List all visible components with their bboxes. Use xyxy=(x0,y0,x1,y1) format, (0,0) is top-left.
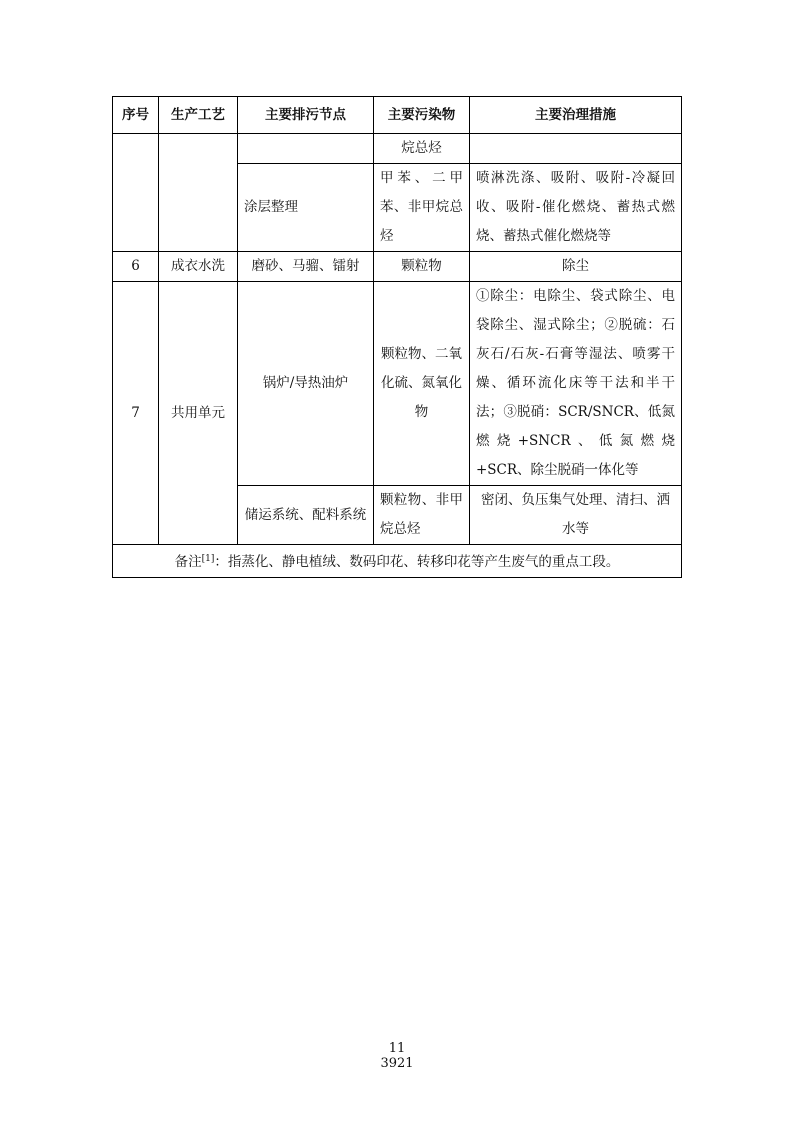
table-row xyxy=(113,134,682,164)
header-seq: 序号 xyxy=(113,97,159,134)
cell-measure: 喷淋洗涤、吸附、吸附-冷凝回收、吸附-催化燃烧、蓄热式燃烧、蓄热式催化燃烧等 xyxy=(470,164,682,252)
cell-node: 储运系统、配料系统 xyxy=(238,486,374,545)
cell-pollutant: 颗粒物 xyxy=(374,252,470,282)
header-node: 主要排污节点 xyxy=(238,97,374,134)
cell-measure: 密闭、负压集气处理、清扫、洒水等 xyxy=(470,486,682,545)
page-number: 11 xyxy=(388,1041,406,1056)
cell-node: 涂层整理 xyxy=(238,164,374,252)
table-note xyxy=(113,545,682,578)
cell-measure-empty xyxy=(470,134,682,164)
cell-node: 锅炉/导热油炉 xyxy=(238,282,374,486)
cell-measure: 除尘 xyxy=(470,252,682,282)
document-number: 3921 xyxy=(380,1056,414,1071)
cell-seq: 6 xyxy=(113,252,159,282)
table-header-row xyxy=(113,97,682,134)
cell-node: 磨砂、马骝、镭射 xyxy=(238,252,374,282)
header-pollutant: 主要污染物 xyxy=(374,97,470,134)
cell-pollutant: 颗粒物、非甲烷总烃 xyxy=(374,486,470,545)
table-row xyxy=(113,282,682,486)
note-reference: [1] xyxy=(201,554,215,564)
emission-control-table xyxy=(112,96,682,578)
cell-pollutant: 颗粒物、二氧化硫、氮氧化物 xyxy=(374,282,470,486)
cell-measure: ①除尘：电除尘、袋式除尘、电袋除尘、湿式除尘；②脱硫：石灰石/石灰-石膏等湿法、喷雾干燥、循环流化床等干法和半干法；③脱硝：SCR/SNCR、低氮燃烧+SNCR、低氮燃烧+SCR、除尘脱硝一体化等 xyxy=(470,282,682,486)
cell-pollutant: 甲苯、二甲苯、非甲烷总烃 xyxy=(374,164,470,252)
cell-seq: 7 xyxy=(113,282,159,545)
cell-seq-empty xyxy=(113,134,159,252)
note-prefix: 备注 xyxy=(174,554,202,570)
cell-process: 成衣水洗 xyxy=(159,252,238,282)
header-process: 生产工艺 xyxy=(159,97,238,134)
table-note-row xyxy=(113,545,682,578)
table-row xyxy=(113,252,682,282)
cell-node-empty xyxy=(238,134,374,164)
cell-process: 共用单元 xyxy=(159,282,238,545)
cell-pollutant: 烷总烃 xyxy=(374,134,470,164)
header-measure: 主要治理措施 xyxy=(470,97,682,134)
cell-process-empty xyxy=(159,134,238,252)
note-text: ：指蒸化、静电植绒、数码印花、转移印花等产生废气的重点工段。 xyxy=(214,554,620,570)
